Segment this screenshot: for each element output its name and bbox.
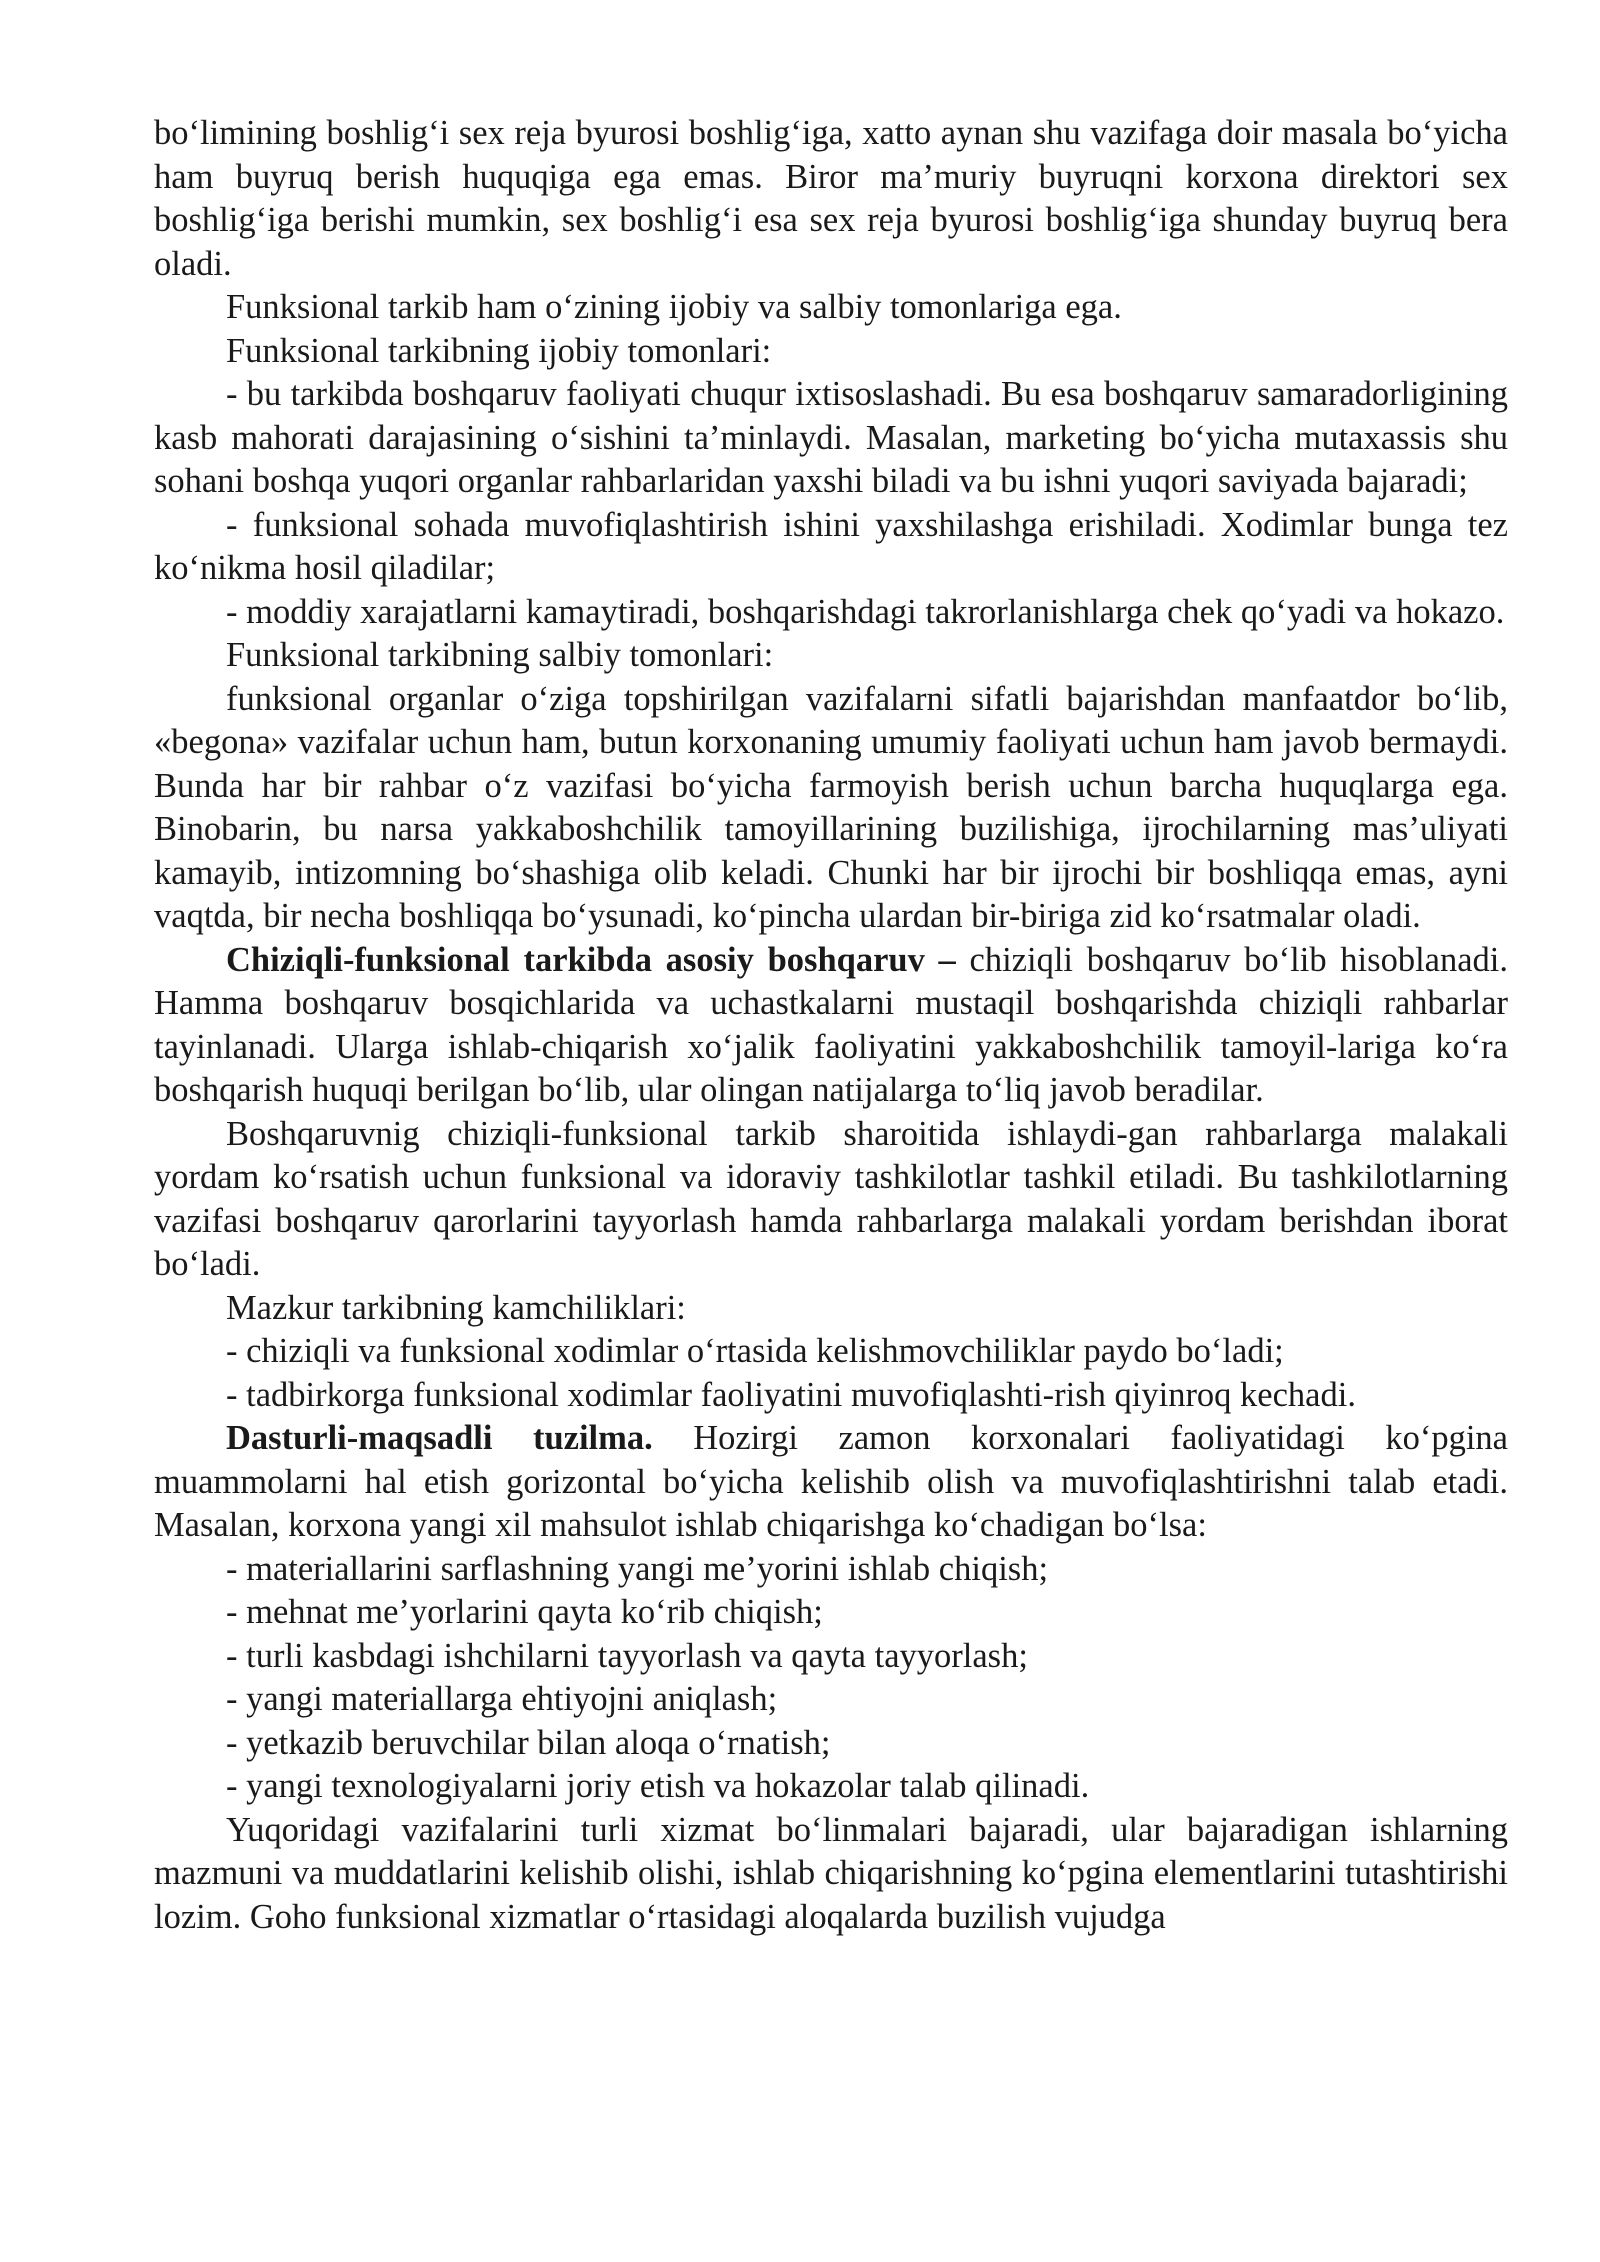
paragraph-continuation xyxy=(154,112,1508,286)
paragraph-text: Funksional tarkibning salbiy tomonlari: xyxy=(226,636,774,674)
paragraph xyxy=(154,1417,1508,1548)
bold-term: Dasturli-maqsadli tuzilma. xyxy=(226,1419,653,1457)
list-item-text: - turli kasbdagi ishchilarni tayyorlash va qayta tayyorlash; xyxy=(226,1636,1028,1675)
list-item-text: - yetkazib beruvchilar bilan aloqa o‘rnatish; xyxy=(226,1723,831,1762)
list-item xyxy=(154,1722,1508,1766)
list-item xyxy=(154,591,1508,635)
list-item-text: - tadbirkorga funksional xodimlar faoliyatini muvofiqlashti-rish qiyinroq kechadi. xyxy=(226,1375,1356,1414)
list-item xyxy=(154,1374,1508,1418)
list-item-text: - chiziqli va funksional xodimlar o‘rtasida kelishmovchiliklar paydo bo‘ladi; xyxy=(226,1332,1284,1370)
paragraph-text: chiziqli boshqaruv bo‘lib hisoblanadi. Hamma boshqaruv bosqichlarida va uchastkalarni mustaqil boshqarishda chiziqli rahbarlar tayinlanadi. Ularga ishlab-chiqarish xo‘jalik faoliyatini yakkaboshchilik tamoyil-lariga ko‘ra boshqarish huquqi berilgan bo‘lib, ular olingan natijalarga to‘liq javob beradilar. xyxy=(154,940,1508,1109)
paragraph-text: bo‘limining boshlig‘i sex reja byurosi boshlig‘iga, xatto aynan shu vazifaga doir masala bo‘yicha ham buyruq berish huquqiga ega emas. Biror ma’muriy buyruqni korxona direktori sex boshlig‘iga berishi mumkin, sex boshlig‘i esa sex reja byurosi boshlig‘iga shunday buyruq bera oladi. xyxy=(154,114,1508,283)
paragraph-text: funksional organlar o‘ziga topshirilgan vazifalarni sifatli bajarishdan manfaatdor bo‘lib, «begona» vazifalar uchun ham, butun korxonaning umumiy faoliyati uchun ham javob bermaydi. Bunda har bir rahbar o‘z vazifasi bo‘yicha farmoyish berish uchun barcha huquqlarga ega. Binobarin, bu narsa yakkaboshchilik tamoyillarining buzilishiga, ijrochilarning mas’uliyati kamayib, intizomning bo‘shashiga olib keladi. Chunki har bir ijrochi bir boshliqqa emas, ayni vaqtda, bir necha boshliqqa bo‘ysunadi, ko‘pincha ulardan bir-biriga zid ko‘rsatmalar oladi. xyxy=(154,679,1508,935)
list-item xyxy=(154,1591,1508,1635)
list-item-text: - mehnat me’yorlarini qayta ko‘rib chiqish; xyxy=(226,1593,823,1631)
list-item xyxy=(154,1635,1508,1679)
paragraph-text: Funksional tarkibning ijobiy tomonlari: xyxy=(226,331,772,370)
paragraph xyxy=(154,1287,1508,1331)
paragraph xyxy=(154,678,1508,939)
list-item-text: - funksional sohada muvofiqlashtirish ishini yaxshilashga erishiladi. Xodimlar bunga tez ko‘nikma hosil qiladilar; xyxy=(154,505,1508,587)
paragraph xyxy=(154,330,1508,374)
list-item xyxy=(154,1330,1508,1374)
document-page xyxy=(154,112,1508,1939)
paragraph xyxy=(154,286,1508,330)
list-item xyxy=(154,373,1508,504)
paragraph-text: Yuqoridagi vazifalarini turli xizmat bo‘linmalari bajaradi, ular bajaradigan ishlarning mazmuni va muddatlarini kelishib olishi, ishlab chiqarishning ko‘pgina elementlarini tutashtirishi lozim. Goho funksional xizmatlar o‘rtasidagi aloqalarda buzilish vujudga xyxy=(154,1810,1508,1936)
list-item xyxy=(154,1678,1508,1722)
paragraph-text: Boshqaruvnig chiziqli-funksional tarkib sharoitida ishlaydi-gan rahbarlarga malakali yordam ko‘rsatish uchun funksional va idoraviy tashkilotlar tashkil etiladi. Bu tashkilotlarning vazifasi boshqaruv qarorlarini tayyorlash hamda rahbarlarga malakali yordam berishdan iborat bo‘ladi. xyxy=(154,1114,1508,1283)
bold-term: Chiziqli-funksional tarkibda asosiy boshqaruv – xyxy=(226,940,956,979)
paragraph xyxy=(154,1809,1508,1940)
list-item-text: - yangi texnologiyalarni joriy etish va hokazolar talab qilinadi. xyxy=(226,1767,1090,1805)
list-item-text: - moddiy xarajatlarni kamaytiradi, boshqarishdagi takrorlanishlarga chek qo‘yadi va hokazo. xyxy=(226,592,1505,631)
paragraph xyxy=(154,634,1508,678)
list-item-text: - yangi materiallarga ehtiyojni aniqlash; xyxy=(226,1680,778,1718)
list-item xyxy=(154,1765,1508,1809)
list-item-text: - materiallarini sarflashning yangi me’yorini ishlab chiqish; xyxy=(226,1549,1049,1588)
list-item xyxy=(154,1548,1508,1592)
paragraph xyxy=(154,939,1508,1113)
list-item-text: - bu tarkibda boshqaruv faoliyati chuqur ixtisoslashadi. Bu esa boshqaruv samaradorligining kasb mahorati darajasining o‘sishini ta’minlaydi. Masalan, marketing bo‘yicha mutaxassis shu sohani boshqa yuqori organlar rahbarlaridan yaxshi biladi va bu ishni yuqori saviyada bajaradi; xyxy=(154,375,1508,500)
paragraph-text: Mazkur tarkibning kamchiliklari: xyxy=(226,1288,686,1327)
paragraph-text: Hozirgi zamon korxonalari faoliyatidagi ko‘pgina muammolarni hal etish gorizontal bo‘yicha kelishib olish va muvofiqlashtirishni talab etadi. Masalan, korxona yangi xil mahsulot ishlab chiqarishga ko‘chadigan bo‘lsa: xyxy=(154,1419,1508,1544)
paragraph xyxy=(154,1113,1508,1287)
list-item xyxy=(154,504,1508,591)
paragraph-text: Funksional tarkib ham o‘zining ijobiy va salbiy tomonlariga ega. xyxy=(226,288,1122,326)
